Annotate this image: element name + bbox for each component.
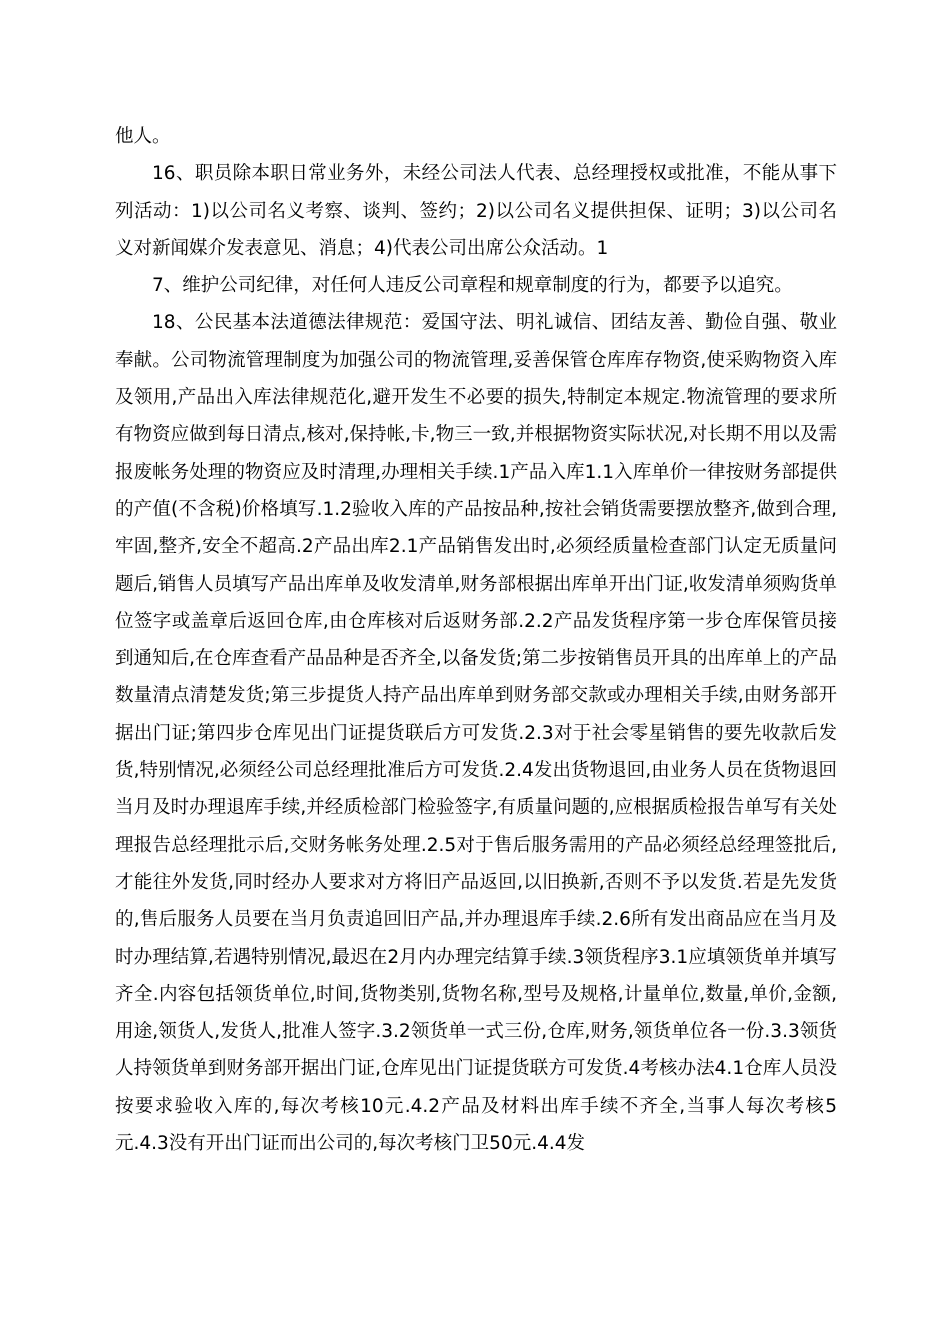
paragraph-item-7: 7、维护公司纪律，对任何人违反公司章程和规章制度的行为，都要予以追究。 xyxy=(152,275,793,297)
paragraph-item-18-logistics: 18、公民基本法道德法律规范：爱国守法、明礼诚信、团结友善、勤俭自强、敬业奉献。公司物流管理制度为加强公司的物流管理,妥善保管仓库库存物资,使采购物资入库及领用,产品出入库法律规范化,避开发生不必要的损失,特制定本规定.物流管理的要求所有物资应做到每日清点,核对,保持帐,卡,物三一致,并根据物资实际状况,对长期不用以及需报废帐务处理的物资应及时清理,办理相关手续.1产品入库1.1入库单价一律按财务部提供的产值(不含税)价格填写.1.2验收入库的产品按品种,按社会销货需要摆放整齐,做到合理,牢固,整齐,安全不超高.2产品出库2.1产品销售发出时,必须经质量检查部门认定无质量问题后,销售人员填写产品出库单及收发清单,财务部根据出库单开出门证,收发清单须购货单位签字或盖章后返回仓库,由仓库核对后返财务部.2.2产品发货程序第一步仓库保管员接到通知后,在仓库查看产品品种是否齐全,以备发货;第二步按销售员开具的出库单上的产品数量清点清楚发货;第三步提货人持产品出库单到财务部交款或办理相关手续,由财务部开据出门证;第四步仓库见出门证提货联后方可发货.2.3对于社会零星销售的要先收款后发货,特别情况,必须经公司总经理批准后方可发货.2.4发出货物退回,由业务人员在货物退回当月及时办理退库手续,并经质检部门检验签字,有质量问题的,应根据质检报告单写有关处理报告总经理批示后,交财务帐务处理.2.5对于售后服务需用的产品必须经总经理签批后,才能往外发货,同时经办人要求对方将旧产品返回,以旧换新,否则不予以发货.若是先发货的,售后服务人员要在当月负责追回旧产品,并办理退库手续.2.6所有发出商品应在当月及时办理结算,若遇特别情况,最迟在2月内办理完结算手续.3领货程序3.1应填领货单并填写齐全.内容包括领货单位,时间,货物类别,货物名称,型号及规格,计量单位,数量,单价,金额,用途,领货人,发货人,批准人签字.3.2领货单一式三份,仓库,财务,领货单位各一份.3.3领货人持领货单到财务部开据出门证,仓库见出门证提货联方可发货.4考核办法4.1仓库人员没按要求验收入库的,每次考核10元.4.2产品及材料出库手续不齐全,当事人每次考核5元.4.3没有开出门证而出公司的,每次考核门卫50元.4.4发 xyxy=(115,312,837,1155)
document-page xyxy=(115,118,837,1162)
paragraph-item-16: 16、职员除本职日常业务外，未经公司法人代表、总经理授权或批准，不能从事下列活动：1)以公司名义考察、谈判、签约；2)以公司名义提供担保、证明；3)以公司名义对新闻媒介发表意见、消息；4)代表公司出席公众活动。1 xyxy=(115,163,837,259)
paragraph-continuation: 他人。 xyxy=(115,126,171,147)
